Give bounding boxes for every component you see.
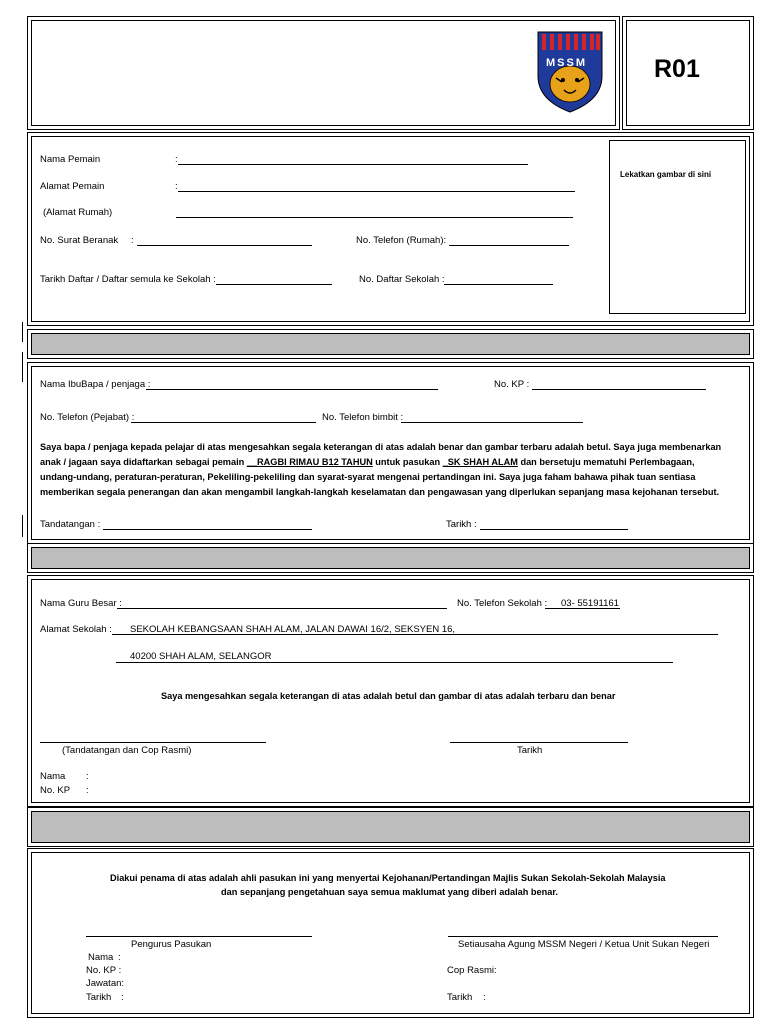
parent-name-label: Nama IbuBapa / penjaga : [40, 379, 151, 390]
parent-declaration-line3: undang-undang, peraturan-peraturan, Pekeliling-pekeliling dan syarat-syarat mengenai pertandingan ini. Saya juga faham bahawa pihak tuan sentiasa [40, 472, 696, 482]
team-name-colon: : [118, 952, 121, 963]
parent-declaration-line1: Saya bapa / penjaga kepada pelajar di atas mengesahkan segala keterangan di atas adalah benar dan gambar terbaru adalah betul. Saya juga membenarkan [40, 442, 722, 452]
player-address-field[interactable] [178, 191, 575, 192]
school-ic-label: No. KP [40, 785, 71, 796]
photo-label: Lekatkan gambar di sini [620, 170, 712, 179]
player-home-address-field[interactable] [176, 217, 573, 218]
team-value: _SK SHAH ALAM [442, 457, 518, 467]
school-phone-value: 03- 55191161 [561, 598, 619, 609]
player-name-colon: : [175, 154, 178, 165]
school-date-field[interactable] [450, 742, 628, 743]
parent-date-label: Tarikh : [446, 519, 477, 530]
player-home-address-label: (Alamat Rumah) [43, 207, 113, 218]
declaration-2c: dan bersetuju mematuhi Perlembagaan, [517, 457, 695, 467]
head-teacher-field[interactable] [117, 608, 447, 609]
player-name-field[interactable] [178, 164, 528, 165]
form-code: R01 [654, 55, 700, 83]
register-date-label: Tarikh Daftar / Daftar semula ke Sekolah : [40, 274, 216, 285]
head-teacher-label: Nama Guru Besar : [40, 598, 122, 609]
team-date2-label: Tarikh [447, 992, 473, 1003]
parent-declaration-line2 [40, 457, 695, 467]
sport-value: __RAGBI RIMAU B12 TAHUN [246, 457, 373, 467]
phone-home-field[interactable] [449, 245, 569, 246]
team-ic-label: No. KP : [86, 965, 122, 976]
player-address-label: Alamat Pemain [40, 181, 105, 192]
stamp-label: Cop Rasmi: [447, 965, 497, 976]
parent-box-inner [31, 366, 750, 540]
margin-mark [22, 322, 23, 342]
margin-mark [22, 515, 23, 537]
parent-date-field[interactable] [480, 529, 628, 530]
school-reg-label: No. Daftar Sekolah : [359, 274, 445, 285]
team-date2-colon: : [483, 992, 486, 1003]
mssm-logo [536, 30, 604, 114]
parent-ic-field[interactable] [532, 389, 706, 390]
manager-label: Pengurus Pasukan [131, 939, 212, 950]
phone-home-label: No. Telefon (Rumah): [356, 235, 447, 246]
school-name-label: Nama [40, 771, 66, 782]
declaration-2a: anak / jagaan saya didaftarkan sebagai pemain [40, 457, 247, 467]
parent-name-field[interactable] [146, 389, 438, 390]
school-address-field1[interactable] [112, 634, 718, 635]
school-address-field2[interactable] [116, 662, 673, 663]
school-phone-field[interactable] [545, 608, 620, 609]
section-divider-1-inner [31, 333, 750, 355]
office-phone-label: No. Telefon (Pejabat) : [40, 412, 135, 423]
section-divider-2-inner [31, 547, 750, 569]
section-divider-3-inner [31, 811, 750, 843]
school-address-label: Alamat Sekolah : [40, 624, 112, 635]
logo-text: MSSM [546, 57, 587, 69]
school-confirmation: Saya mengesahkan segala keterangan di atas adalah betul dan gambar di atas adalah terbaru dan benar [161, 691, 616, 701]
manager-signature-field[interactable] [86, 936, 312, 937]
margin-mark [22, 352, 23, 382]
school-date-label: Tarikh [517, 745, 543, 756]
team-position-label: Jawatan: [86, 978, 125, 989]
team-statement-line2: dan sepanjang pengetahuan saya semua maklumat yang diberi adalah benar. [221, 887, 558, 897]
school-phone-label: No. Telefon Sekolah : [457, 598, 548, 609]
photo-box[interactable] [609, 140, 746, 314]
secretary-label: Setiausaha Agung MSSM Negeri / Ketua Unit Sukan Negeri [458, 939, 710, 950]
team-date-colon: : [121, 992, 124, 1003]
school-signature-field[interactable] [40, 742, 266, 743]
player-address-colon: : [175, 181, 178, 192]
register-date-field[interactable] [216, 284, 332, 285]
team-date-label: Tarikh [86, 992, 112, 1003]
birth-cert-label: No. Surat Beranak [40, 235, 119, 246]
school-reg-field[interactable] [444, 284, 553, 285]
team-name-label: Nama [88, 952, 114, 963]
parent-signature-label: Tandatangan : [40, 519, 101, 530]
school-address-line1: SEKOLAH KEBANGSAAN SHAH ALAM, JALAN DAWAI 16/2, SEKSYEN 16, [130, 624, 456, 635]
school-signature-label: (Tandatangan dan Cop Rasmi) [62, 745, 192, 756]
header-box-inner [31, 20, 616, 126]
mobile-label: No. Telefon bimbit : [322, 412, 404, 423]
secretary-signature-field[interactable] [448, 936, 718, 937]
declaration-2b: untuk pasukan [372, 457, 443, 467]
team-statement-line1: Diakui penama di atas adalah ahli pasukan ini yang menyertai Kejohanan/Pertandingan Majlis Sukan Sekolah-Sekolah Malaysia [110, 873, 666, 883]
parent-signature-field[interactable] [103, 529, 312, 530]
school-address-line2: 40200 SHAH ALAM, SELANGOR [130, 651, 272, 662]
school-name-colon: : [86, 771, 89, 782]
office-phone-field[interactable] [131, 422, 316, 423]
school-ic-colon: : [86, 785, 89, 796]
birth-cert-field[interactable] [137, 245, 312, 246]
birth-cert-colon: : [131, 235, 134, 246]
player-name-label: Nama Pemain [40, 154, 101, 165]
parent-declaration-line4: memberikan segala penerangan dan akan mengambil langkah-langkah keselamatan dan pengawasan yang diperlukan sepanjang masa kejohanan tersebut. [40, 487, 720, 497]
mobile-field[interactable] [401, 422, 583, 423]
parent-ic-label: No. KP : [494, 379, 530, 390]
